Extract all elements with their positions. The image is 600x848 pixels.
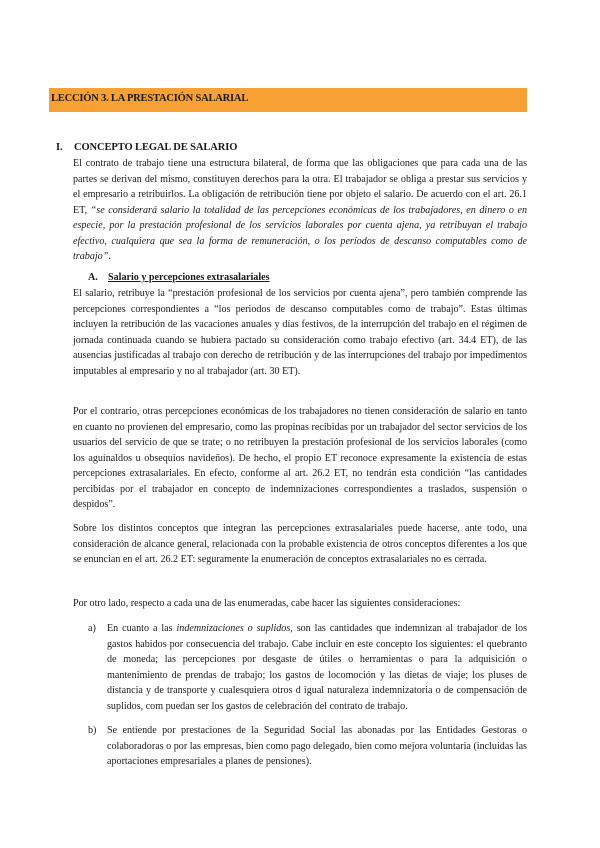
subsection-letter: A.: [88, 272, 98, 283]
section-title: CONCEPTO LEGAL DE SALARIO: [74, 142, 238, 153]
lesson-banner: [49, 88, 527, 112]
paragraph-concepts: Sobre los distintos conceptos que integran las percepciones extrasalariales puede hacerse, ante todo, una consideración de alcance general, relacionada con la probable existencia de otros conceptos diferentes a los que se enuncian en el art. 26.2 ET: seguramente la enumeración de conceptos extrasalariales no es cerrada.: [73, 523, 527, 565]
intro-quote: “se considerará salario la totalidad de las percepciones económicas de los trabajadores, en dinero o en especie, por la prestación profesional de los servicios laborales por cuenta ajena, ya retribuyan el trabajo efectivo, cualquiera que sea la forma de remuneración, o los períodos de descanso computables como de trabajo”: [73, 204, 527, 262]
intro-end: .: [108, 251, 111, 262]
paragraph-salary: El salario, retribuye la “prestación profesional de los servicios por cuenta ajena”, pero también comprende las percepciones correspondientes a “los periodos de descanso computables como de trabajo”. Estas últimas incluyen la retribución de las vacaciones anuales y días festivos, de la interrupción del trabajo en el régimen de jornada continuada cuando se hubiera pactado su consideración como trabajo efectivo (art. 34.4 ET), de las ausencias justificadas al trabajo con derecho de retribución y de las interrupciones del trabajo por impedimentos imputables al empresario y no al trabajador (art. 30 ET).: [73, 288, 527, 377]
list-item-text: [107, 723, 527, 770]
section-number: I.: [56, 142, 63, 153]
list-item-rest: son las cantidades que indemnizan al trabajador de los gastos habidos por consecuencia del trabajo. Cabe incluir en este concepto los siguientes: el quebranto de moneda; las percepciones por desgaste de útiles o herramientas o para la adquisición o mantenimiento de prendas de trabajo; los gastos de locomoción y las dietas de viaje; los pluses de distancia y de transporte y cualesquiera otros d igual naturaleza indemnizatoria o de compensación de suplidos, com puedan ser los gastos de celebración del contrato de trabajo.: [107, 623, 527, 712]
paragraph-considerations: Por otro lado, respecto a cada una de las enumeradas, cabe hacer las siguientes consideraciones:: [73, 598, 461, 609]
list-item: [88, 621, 527, 714]
subsection-heading: [88, 272, 270, 283]
section-heading: [56, 142, 237, 153]
intro-text: El contrato de trabajo tiene una estructura bilateral, de forma que las obligaciones que para cada una de las partes se derivan del mismo, constituyen derechos para la otra. El trabajador se obliga a prestar sus servicios y el empresario a retribuirlos. La obligación de retribución tiene por objeto el salario. De acuerdo con el art. 26.1 ET,: [73, 158, 527, 216]
paragraph-extrasalary: Por el contrario, otras percepciones económicas de los trabajadores no tienen consideración de salario en tanto en cuanto no provienen del empresario, como las propinas recibidas por un trabajador del sector servicios de los usuarios del servicio de que se trate; o no retribuyen la prestación profesional de los servicios laborales (como los aguinaldos u obsequios navideños). De hecho, el propio ET reconoce expresamente la existencia de estas percepciones extrasalariales. En efecto, conforme al art. 26.2 ET, no tendrán esta condición “las cantidades percibidas por el trabajador en concepto de indemnizaciones correspondientes a traslados, suspensión o despidos”.: [73, 406, 527, 510]
list-item-lead: En cuanto a las: [107, 623, 177, 634]
lesson-title: LECCIÓN 3. LA PRESTACIÓN SALARIAL: [51, 93, 249, 104]
list-item-emphasis: indemnizaciones o suplidos,: [176, 623, 293, 634]
intro-paragraph: [73, 156, 527, 265]
subsection-title: Salario y percepciones extrasalariales: [108, 272, 270, 283]
list-item: [88, 723, 527, 770]
list-item-lead: Se entiende por prestaciones de la Seguridad Social las abonadas por las Entidades Gestoras o colaboradoras o por las empresas, bien como pago delegado, bien como mejora voluntaria (incluidas las aportaciones empresariales a planes de pensiones).: [107, 725, 527, 767]
list-item-text: [107, 621, 527, 714]
list-marker: a): [88, 623, 96, 634]
list-marker: b): [88, 725, 97, 736]
